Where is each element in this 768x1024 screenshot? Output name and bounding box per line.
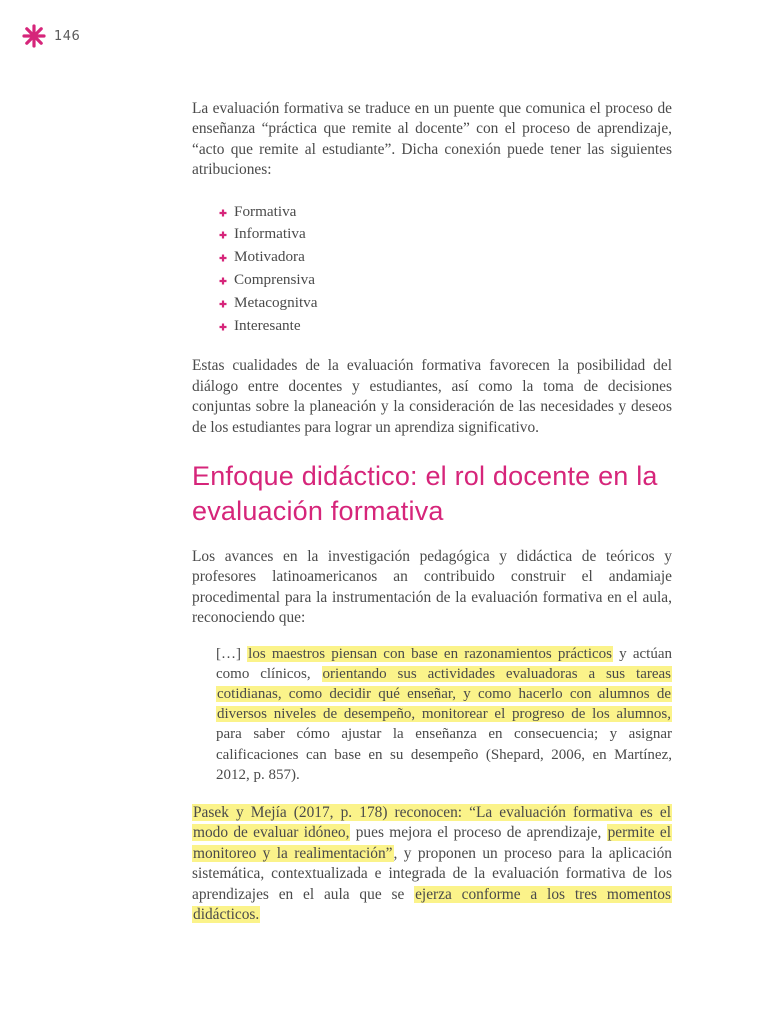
list-item-label: Formativa [234,202,297,220]
list-item [214,223,672,246]
quote-text: […] [216,645,248,662]
advances-paragraph: Los avances en la investigación pedagógica y didáctica de teóricos y profesores latinoamericanos an contribuido construir el andamiaje procedimental para la instrumentación de la evaluación formativa en el aula, reconociendo que: [192,548,672,627]
highlighted-text: Pasek y Mejía (2017, p. 178) reconocen: “La evaluación formativa es el modo de evaluar idóneo, [193,804,671,842]
list-item [214,269,672,292]
page-content [192,99,672,926]
body-text: , y proponen un proceso para la aplicación sistemática, contextualizada e integrada de la evaluación formativa de los aprendizajes en el aula que se [192,844,672,903]
highlighted-text: orientando sus actividades evaluadoras a sus tareas cotidianas, como decidir qué enseñar, y como hacerlo con alumnos de diversos niveles de desempeño, monitorear el progreso de los alumnos, [217,665,672,723]
pasek-paragraph [192,803,672,925]
list-item [214,315,672,338]
plus-bullet-icon [219,323,227,331]
highlighted-text: ejerza conforme a los tres momentos didácticos. [193,885,671,924]
section-heading: Enfoque didáctico: el rol docente en la evaluación formativa [192,461,658,527]
asterisk-star-icon [22,24,46,48]
page-header [22,24,80,48]
plus-bullet-icon [219,300,227,308]
plus-bullet-icon [219,254,227,262]
plus-bullet-icon [219,209,227,217]
list-item [214,292,672,315]
block-quote [216,644,672,785]
plus-bullet-icon [219,231,227,239]
quote-text: para saber cómo ajustar la enseñanza en consecuencia; y asignar calificaciones can base en su desempeño (Shepard, 2006, en Martínez, 2012, p. 857). [216,726,672,783]
list-item-label: Metacognitva [234,293,318,311]
highlighted-text: permite el monitoreo y la realimentación” [193,824,672,862]
list-item-label: Informativa [234,225,306,243]
list-item [214,201,672,224]
plus-bullet-icon [219,277,227,285]
intro-paragraph: La evaluación formativa se traduce en un puente que comunica el proceso de enseñanza “práctica que remite al docente” con el proceso de aprendizaje, “acto que remite al estudiante”. Dicha conexión puede tener las siguientes atribuciones: [192,100,672,179]
quote-text: y actúan como clínicos, [216,645,672,682]
body-text: pues mejora el proceso de aprendizaje, [350,824,607,842]
qualities-paragraph: Estas cualidades de la evaluación formativa favorecen la posibilidad del diálogo entre docentes y estudiantes, así como la toma de decisiones conjuntas sobre la planeación y la consideración de las necesidades y deseos de los estudiantes para lograr un aprendiza significativo. [192,357,672,436]
attributes-list [214,201,672,338]
list-item-label: Interesante [234,316,301,334]
list-item [214,246,672,269]
page-number: 146 [54,28,81,44]
list-item-label: Motivadora [234,248,305,266]
list-item-label: Comprensiva [234,271,315,289]
highlighted-text: los maestros piensan con base en razonamientos prácticos [248,645,613,662]
quote-paragraph [216,644,672,785]
